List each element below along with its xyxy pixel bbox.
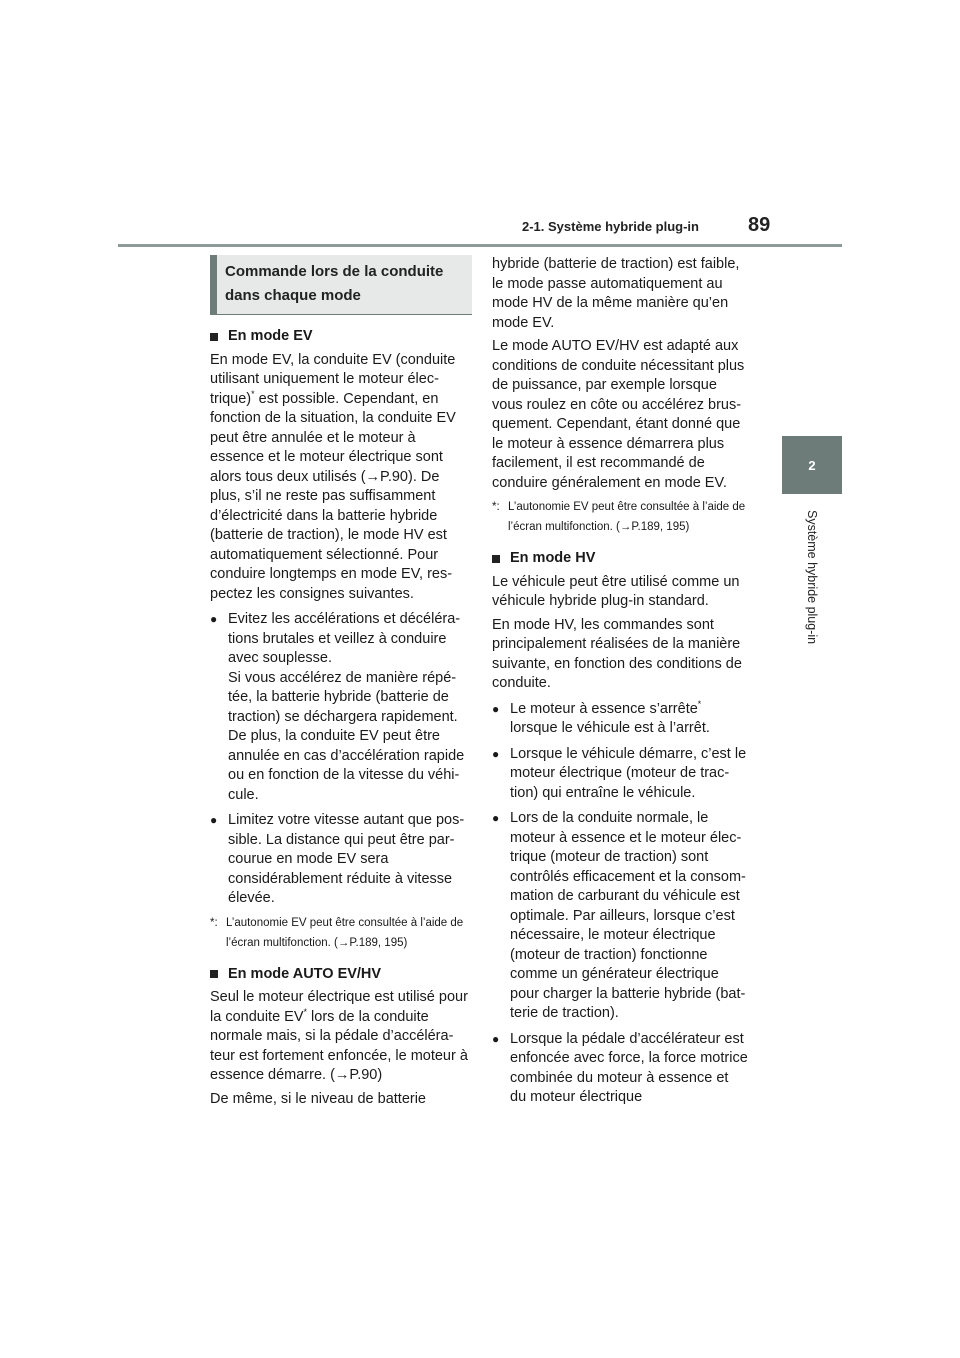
hv-heading: En mode HV [492,549,748,569]
auto-heading: En mode AUTO EV/HV [210,965,472,985]
square-bullet-icon [492,555,500,563]
bullet-icon: ● [492,746,500,761]
ev-paragraph: En mode EV, la conduite EV (conduite utilisant uniquement le moteur élec-trique)* est possible. Cependant, en fonction de la situation, la conduite EV peut être annulée et le moteur à essence et le moteur électrique sont alors tous deux utilisés (→P.90). De plus, s’il ne reste pas suffisamment d’électricité dans la batterie hybride (batterie de traction), le mode HV est automatiquement sélectionné. Pour conduire longtemps en mode EV, res-pectez les consignes suivantes. [210,351,456,602]
header-rule [118,244,842,247]
footnote: *: L’autonomie EV peut être consultée à l’aide de l’écran multifonction. (→P.189, 195) [492,501,746,533]
bullet-icon: ● [210,612,218,626]
list-item: ● Evitez les accélérations et décéléra-tions brutales et veillez à conduire avec souplesse. Si vous accélérez de manière répé-tée, la batterie hybride (batterie de traction) se déchargera rapidement. De plus, la conduite EV peut être annulée en cas d’accélération rapide ou en fonction de la vitesse du véhi-cule. [210,610,472,805]
bullet-icon: ● [492,811,500,825]
square-bullet-icon [210,970,218,978]
left-column [210,255,472,1113]
bullet-icon: ● [492,701,500,716]
auto-paragraph: Seul le moteur électrique est utilisé pour la conduite EV* lors de la conduite normale mais, si la pédale d’accéléra-teur est fortement enfoncée, le moteur à essence démarre. (→P.90) [210,989,468,1083]
list-item: ● Lorsque le véhicule démarre, c’est le moteur électrique (moteur de trac-tion) qui entraîne le véhicule. [492,745,748,804]
list-item: ● Lors de la conduite normale, le moteur à essence et le moteur élec-trique (moteur de traction) sont contrôlés efficacement et la consom-mation de carburant du véhicule est optimale. Par ailleurs, lorsque c’est nécessaire, le moteur électrique (moteur de traction) fonctionne comme un générateur électrique pour charger la batterie hybride (bat-terie de traction). [492,809,748,1024]
auto-paragraph-2: De même, si le niveau de batterie [210,1090,426,1107]
list-item: ● Limitez votre vitesse autant que pos-sible. La distance qui peut être par-courue en mode EV sera considérablement réduite à vitesse élevée. [210,811,472,909]
auto-paragraph-2-cont: hybride (batterie de traction) est faible, le mode passe automatiquement au mode HV de la même manière qu’en mode EV. [492,256,740,331]
section-title: 2-1. Système hybride plug-in [522,219,699,234]
auto-paragraph-3: Le mode AUTO EV/HV est adapté aux conditions de conduite nécessitant plus de puissance, par exemple lorsque vous roulez en côte ou accélérez brus-quement. Cependant, étant donné que le moteur à essence démarrera plus facilement, il est recommandé de conduire généralement en mode EV. [492,338,745,491]
list-item: ● Le moteur à essence s’arrête* lorsque le véhicule est à l’arrêt. [492,700,748,739]
page-number: 89 [748,214,771,236]
hv-paragraph-1: Le véhicule peut être utilisé comme un véhicule hybride plug-in standard. [492,573,740,609]
square-bullet-icon [210,333,218,341]
right-column [492,255,748,1112]
chapter-tab [782,436,842,494]
bullet-icon: ● [210,813,218,827]
footnote: *: L’autonomie EV peut être consultée à l’aide de l’écran multifonction. (→P.189, 195) [210,916,464,949]
box-heading: Commande lors de la conduite dans chaque mode [210,255,472,315]
chapter-number: 2 [808,457,816,473]
chapter-title: Système hybride plug-in [805,510,819,645]
bullet-icon: ● [492,1031,500,1046]
list-item: ● Lorsque la pédale d’accélérateur est enfoncée avec force, la force motrice combinée du moteur à essence et du moteur électrique [492,1030,748,1108]
ev-heading: En mode EV [210,327,472,347]
hv-paragraph-2: En mode HV, les commandes sont principalement réalisées de la manière suivante, en fonction des conditions de conduite. [492,616,742,691]
